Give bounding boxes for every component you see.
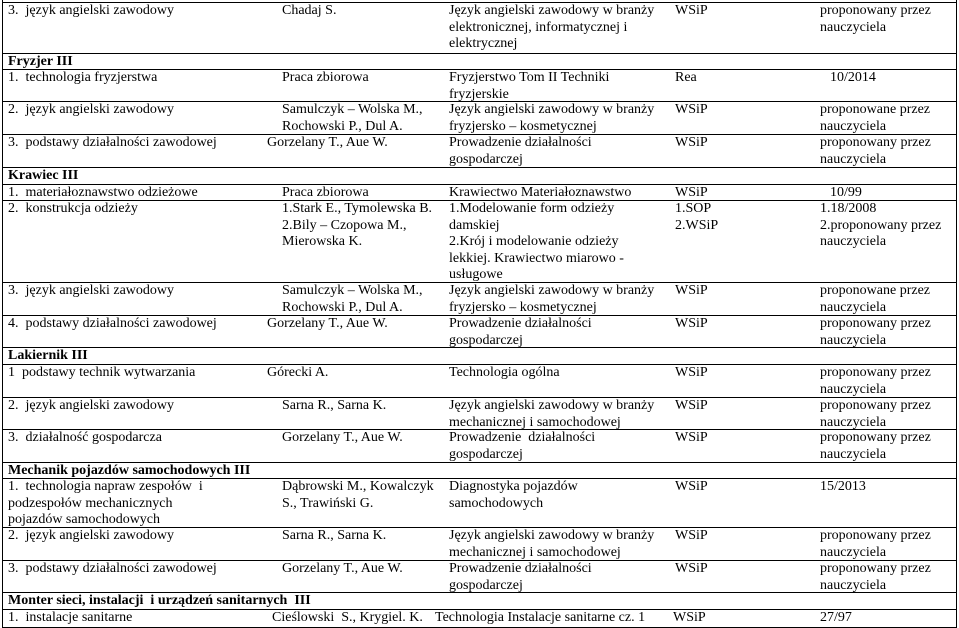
title-cell: Prowadzenie działalności gospodarczej xyxy=(449,430,596,462)
author-cell: Dąbrowski M., Kowalczyk S., Trawiński G. xyxy=(282,479,434,511)
publisher-cell: WSiP xyxy=(675,102,708,117)
title-cell: Technologia Instalacje sanitarne cz. 1 xyxy=(435,610,646,625)
title-cell: 1.Modelowanie form odzieży damskiej 2.Krój i modelowanie odzieży lekkiej. Krawiectwo miarowo - usługowe xyxy=(449,201,624,282)
title-cell: Diagnostyka pojazdów samochodowych xyxy=(449,479,578,511)
approval-cell: 15/2013 xyxy=(820,479,866,494)
section-heading: Lakiernik III xyxy=(8,348,88,363)
author-cell: Gorzelany T., Aue W. xyxy=(282,430,403,445)
approval-cell: 10/99 xyxy=(830,185,862,200)
author-cell: Górecki A. xyxy=(267,365,329,380)
approval-cell: 1.18/2008 2.proponowany przez nauczyciela xyxy=(820,201,942,249)
publisher-cell: WSiP xyxy=(675,398,708,413)
subject-cell: 3. język angielski zawodowy xyxy=(8,3,175,18)
subject-cell: 2. język angielski zawodowy xyxy=(8,528,175,543)
author-cell: Gorzelany T., Aue W. xyxy=(282,561,403,576)
author-cell: 1.Stark E., Tymolewska B. 2.Bily – Czopowa M., Mierowska K. xyxy=(282,201,433,249)
subject-cell: 3. podstawy działalności zawodowej xyxy=(8,561,217,576)
author-cell: Chadaj S. xyxy=(282,3,337,18)
subject-cell: 2. język angielski zawodowy xyxy=(8,398,175,413)
approval-cell: proponowane przez nauczyciela xyxy=(820,102,931,134)
author-cell: Gorzelany T., Aue W. xyxy=(267,135,388,150)
author-cell: Samulczyk – Wolska M., Rochowski P., Dul A. xyxy=(282,283,423,315)
section-heading: Monter sieci, instalacji i urządzeń sanitarnych III xyxy=(8,593,311,608)
approval-cell: proponowany przez nauczyciela xyxy=(820,365,931,397)
subject-cell: 1. technologia fryzjerstwa xyxy=(8,70,158,85)
publisher-cell: WSiP xyxy=(675,528,708,543)
publisher-cell: WSiP xyxy=(675,3,708,18)
approval-cell: proponowany przez nauczyciela xyxy=(820,528,931,560)
approval-cell: proponowany przez nauczyciela xyxy=(820,316,931,348)
publisher-cell: 1.SOP 2.WSiP xyxy=(675,201,719,233)
publisher-cell: WSiP xyxy=(675,283,708,298)
table-left-border xyxy=(2,0,3,627)
subject-cell: 3. działalność gospodarcza xyxy=(8,430,162,445)
subject-cell: 1 podstawy technik wytwarzania xyxy=(8,365,196,380)
subject-cell: 3. podstawy działalności zawodowej xyxy=(8,135,217,150)
subject-cell: 1. instalacje sanitarne xyxy=(8,610,133,625)
publisher-cell: WSiP xyxy=(675,430,708,445)
author-cell: Praca zbiorowa xyxy=(282,70,369,85)
title-cell: Krawiectwo Materiałoznawstwo xyxy=(449,185,632,200)
author-cell: Praca zbiorowa xyxy=(282,185,369,200)
subject-cell: 2. język angielski zawodowy xyxy=(8,102,175,117)
subject-cell: 1. technologia napraw zespołów i podzespołów mechanicznych pojazdów samochodowych xyxy=(8,479,203,527)
approval-cell: 27/97 xyxy=(820,610,852,625)
author-cell: Sarna R., Sarna K. xyxy=(282,528,387,543)
title-cell: Prowadzenie działalności gospodarczej xyxy=(449,316,592,348)
title-cell: Język angielski zawodowy w branży fryzjersko – kosmetycznej xyxy=(449,102,655,134)
publisher-cell: WSiP xyxy=(675,135,708,150)
title-cell: Język angielski zawodowy w branży mechanicznej i samochodowej xyxy=(449,398,655,430)
subject-cell: 2. konstrukcja odzieży xyxy=(8,201,138,216)
title-cell: Prowadzenie działalności gospodarczej xyxy=(449,561,592,593)
publisher-cell: Rea xyxy=(675,70,697,85)
title-cell: Prowadzenie działalności gospodarczej xyxy=(449,135,592,167)
table-right-border xyxy=(956,0,957,627)
row-separator xyxy=(2,167,957,168)
title-cell: Język angielski zawodowy w branży mechanicznej i samochodowej xyxy=(449,528,655,560)
approval-cell: proponowany przez nauczyciela xyxy=(820,135,931,167)
author-cell: Cieślowski S., Krygiel. K. xyxy=(272,610,423,625)
subject-cell: 4. podstawy działalności zawodowej xyxy=(8,316,217,331)
publisher-cell: WSiP xyxy=(675,185,708,200)
section-heading: Fryzjer III xyxy=(8,54,73,69)
section-heading: Krawiec III xyxy=(8,168,79,183)
publisher-cell: WSiP xyxy=(675,316,708,331)
title-cell: Technologia ogólna xyxy=(449,365,560,380)
title-cell: Fryzjerstwo Tom II Techniki fryzjerskie xyxy=(449,70,610,102)
section-heading: Mechanik pojazdów samochodowych III xyxy=(8,463,251,478)
approval-cell: proponowany przez nauczyciela xyxy=(820,561,931,593)
author-cell: Sarna R., Sarna K. xyxy=(282,398,387,413)
row-separator xyxy=(2,53,957,54)
approval-cell: proponowany przez nauczyciela xyxy=(820,3,931,35)
publisher-cell: WSiP xyxy=(675,561,708,576)
approval-cell: proponowany przez nauczyciela xyxy=(820,430,931,462)
publisher-cell: WSiP xyxy=(675,365,708,380)
subject-cell: 3. język angielski zawodowy xyxy=(8,283,175,298)
approval-cell: 10/2014 xyxy=(830,70,876,85)
publisher-cell: WSiP xyxy=(673,610,706,625)
approval-cell: proponowane przez nauczyciela xyxy=(820,283,931,315)
title-cell: Język angielski zawodowy w branży elektronicznej, informatycznej i elektrycznej xyxy=(449,3,655,51)
row-separator xyxy=(2,347,957,348)
subject-cell: 1. materiałoznawstwo odzieżowe xyxy=(8,185,198,200)
author-cell: Samulczyk – Wolska M., Rochowski P., Dul A. xyxy=(282,102,423,134)
approval-cell: proponowany przez nauczyciela xyxy=(820,398,931,430)
author-cell: Gorzelany T., Aue W. xyxy=(267,316,388,331)
publisher-cell: WSiP xyxy=(675,479,708,494)
title-cell: Język angielski zawodowy w branży fryzjersko – kosmetycznej xyxy=(449,283,655,315)
